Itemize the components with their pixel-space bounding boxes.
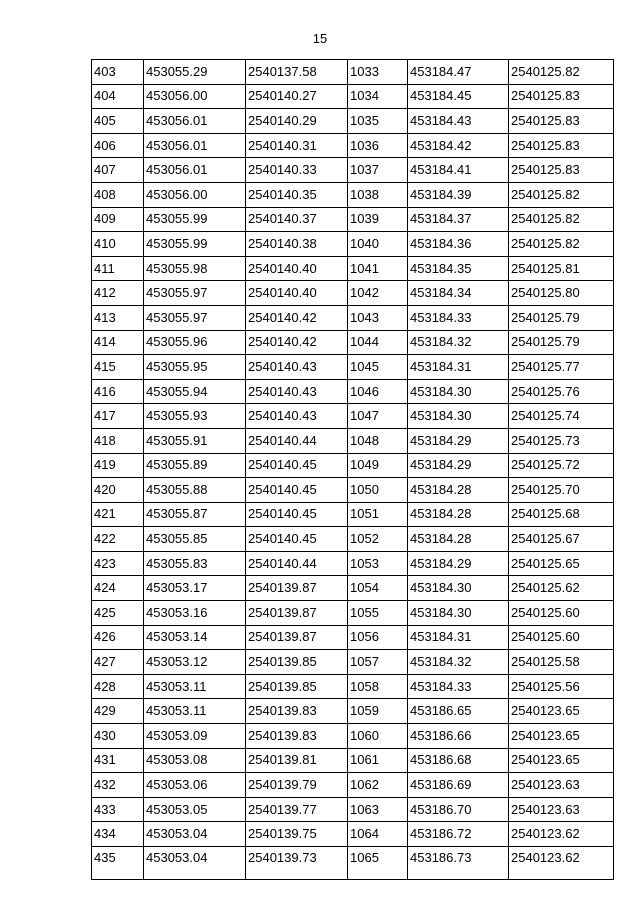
cell-x-coordinate: 453184.33 [408, 674, 509, 699]
cell-x-coordinate: 453184.39 [408, 182, 509, 207]
cell-y-coordinate: 2540125.83 [509, 109, 614, 134]
cell-x-coordinate: 453055.96 [144, 330, 246, 355]
cell-point-id: 423 [92, 551, 144, 576]
cell-y-coordinate: 2540139.83 [246, 724, 348, 749]
table-row [92, 502, 614, 527]
cell-y-coordinate: 2540140.45 [246, 478, 348, 503]
table-row [92, 699, 614, 724]
cell-point-id: 1061 [348, 748, 408, 773]
cell-y-coordinate: 2540125.79 [509, 305, 614, 330]
cell-point-id: 424 [92, 576, 144, 601]
cell-point-id: 416 [92, 379, 144, 404]
cell-y-coordinate: 2540123.63 [509, 773, 614, 798]
cell-point-id: 410 [92, 232, 144, 257]
cell-point-id: 417 [92, 404, 144, 429]
cell-y-coordinate: 2540125.68 [509, 502, 614, 527]
cell-point-id: 1065 [348, 847, 408, 880]
cell-y-coordinate: 2540123.63 [509, 797, 614, 822]
cell-y-coordinate: 2540125.80 [509, 281, 614, 306]
cell-x-coordinate: 453055.85 [144, 527, 246, 552]
cell-point-id: 419 [92, 453, 144, 478]
cell-point-id: 427 [92, 650, 144, 675]
cell-point-id: 411 [92, 256, 144, 281]
cell-point-id: 1047 [348, 404, 408, 429]
cell-point-id: 1037 [348, 158, 408, 183]
table-row [92, 182, 614, 207]
cell-point-id: 1043 [348, 305, 408, 330]
cell-x-coordinate: 453053.12 [144, 650, 246, 675]
cell-x-coordinate: 453186.72 [408, 822, 509, 847]
cell-y-coordinate: 2540125.81 [509, 256, 614, 281]
cell-x-coordinate: 453184.32 [408, 650, 509, 675]
cell-y-coordinate: 2540140.45 [246, 502, 348, 527]
cell-point-id: 1064 [348, 822, 408, 847]
cell-point-id: 434 [92, 822, 144, 847]
cell-x-coordinate: 453184.42 [408, 133, 509, 158]
cell-x-coordinate: 453184.45 [408, 84, 509, 109]
cell-y-coordinate: 2540140.40 [246, 281, 348, 306]
cell-point-id: 1053 [348, 551, 408, 576]
cell-y-coordinate: 2540125.70 [509, 478, 614, 503]
cell-x-coordinate: 453184.35 [408, 256, 509, 281]
cell-x-coordinate: 453186.66 [408, 724, 509, 749]
cell-x-coordinate: 453186.70 [408, 797, 509, 822]
cell-point-id: 412 [92, 281, 144, 306]
cell-x-coordinate: 453186.69 [408, 773, 509, 798]
cell-point-id: 429 [92, 699, 144, 724]
cell-x-coordinate: 453186.73 [408, 847, 509, 880]
table-row [92, 428, 614, 453]
cell-x-coordinate: 453053.04 [144, 822, 246, 847]
cell-y-coordinate: 2540125.72 [509, 453, 614, 478]
cell-x-coordinate: 453056.01 [144, 133, 246, 158]
table-row [92, 109, 614, 134]
cell-x-coordinate: 453055.91 [144, 428, 246, 453]
cell-x-coordinate: 453056.00 [144, 182, 246, 207]
cell-x-coordinate: 453055.99 [144, 207, 246, 232]
cell-y-coordinate: 2540123.65 [509, 724, 614, 749]
cell-x-coordinate: 453184.33 [408, 305, 509, 330]
cell-y-coordinate: 2540140.35 [246, 182, 348, 207]
cell-point-id: 413 [92, 305, 144, 330]
cell-x-coordinate: 453053.08 [144, 748, 246, 773]
cell-x-coordinate: 453184.30 [408, 576, 509, 601]
cell-y-coordinate: 2540125.79 [509, 330, 614, 355]
coordinate-table-body [92, 60, 614, 880]
cell-point-id: 403 [92, 60, 144, 85]
table-row [92, 601, 614, 626]
table-row [92, 773, 614, 798]
cell-x-coordinate: 453055.97 [144, 305, 246, 330]
cell-y-coordinate: 2540139.87 [246, 601, 348, 626]
table-row [92, 404, 614, 429]
cell-y-coordinate: 2540125.82 [509, 232, 614, 257]
cell-point-id: 418 [92, 428, 144, 453]
table-row [92, 207, 614, 232]
cell-y-coordinate: 2540123.65 [509, 748, 614, 773]
cell-x-coordinate: 453053.04 [144, 847, 246, 880]
cell-x-coordinate: 453186.65 [408, 699, 509, 724]
cell-point-id: 1051 [348, 502, 408, 527]
cell-y-coordinate: 2540140.29 [246, 109, 348, 134]
cell-point-id: 1050 [348, 478, 408, 503]
cell-x-coordinate: 453055.98 [144, 256, 246, 281]
table-row [92, 133, 614, 158]
cell-x-coordinate: 453053.17 [144, 576, 246, 601]
table-row [92, 847, 614, 880]
cell-y-coordinate: 2540125.83 [509, 158, 614, 183]
cell-x-coordinate: 453053.11 [144, 699, 246, 724]
cell-point-id: 1058 [348, 674, 408, 699]
cell-x-coordinate: 453053.06 [144, 773, 246, 798]
cell-y-coordinate: 2540140.44 [246, 428, 348, 453]
cell-point-id: 421 [92, 502, 144, 527]
cell-point-id: 425 [92, 601, 144, 626]
table-row [92, 379, 614, 404]
cell-x-coordinate: 453184.31 [408, 355, 509, 380]
cell-point-id: 1040 [348, 232, 408, 257]
cell-y-coordinate: 2540125.76 [509, 379, 614, 404]
cell-y-coordinate: 2540140.44 [246, 551, 348, 576]
cell-x-coordinate: 453184.28 [408, 527, 509, 552]
cell-point-id: 1056 [348, 625, 408, 650]
table-row [92, 453, 614, 478]
cell-y-coordinate: 2540140.42 [246, 305, 348, 330]
cell-x-coordinate: 453053.09 [144, 724, 246, 749]
cell-y-coordinate: 2540137.58 [246, 60, 348, 85]
cell-y-coordinate: 2540125.73 [509, 428, 614, 453]
cell-x-coordinate: 453184.34 [408, 281, 509, 306]
table-row [92, 724, 614, 749]
cell-x-coordinate: 453056.01 [144, 109, 246, 134]
cell-x-coordinate: 453053.05 [144, 797, 246, 822]
cell-y-coordinate: 2540125.82 [509, 60, 614, 85]
cell-y-coordinate: 2540139.87 [246, 625, 348, 650]
cell-y-coordinate: 2540125.65 [509, 551, 614, 576]
cell-y-coordinate: 2540139.85 [246, 674, 348, 699]
cell-x-coordinate: 453055.97 [144, 281, 246, 306]
cell-x-coordinate: 453184.30 [408, 379, 509, 404]
cell-y-coordinate: 2540123.62 [509, 822, 614, 847]
cell-y-coordinate: 2540125.60 [509, 601, 614, 626]
cell-y-coordinate: 2540140.45 [246, 453, 348, 478]
cell-x-coordinate: 453184.31 [408, 625, 509, 650]
cell-y-coordinate: 2540139.77 [246, 797, 348, 822]
cell-point-id: 1041 [348, 256, 408, 281]
table-row [92, 822, 614, 847]
cell-y-coordinate: 2540140.43 [246, 355, 348, 380]
table-row [92, 674, 614, 699]
cell-x-coordinate: 453184.29 [408, 453, 509, 478]
cell-x-coordinate: 453184.41 [408, 158, 509, 183]
table-row [92, 158, 614, 183]
cell-y-coordinate: 2540140.31 [246, 133, 348, 158]
cell-x-coordinate: 453053.11 [144, 674, 246, 699]
cell-point-id: 1038 [348, 182, 408, 207]
cell-x-coordinate: 453186.68 [408, 748, 509, 773]
table-row [92, 797, 614, 822]
cell-point-id: 1057 [348, 650, 408, 675]
table-row [92, 305, 614, 330]
cell-x-coordinate: 453056.00 [144, 84, 246, 109]
cell-point-id: 414 [92, 330, 144, 355]
cell-point-id: 430 [92, 724, 144, 749]
cell-point-id: 1045 [348, 355, 408, 380]
table-row [92, 551, 614, 576]
cell-point-id: 1035 [348, 109, 408, 134]
cell-y-coordinate: 2540123.62 [509, 847, 614, 880]
cell-x-coordinate: 453184.47 [408, 60, 509, 85]
cell-point-id: 428 [92, 674, 144, 699]
cell-y-coordinate: 2540125.58 [509, 650, 614, 675]
cell-y-coordinate: 2540139.83 [246, 699, 348, 724]
table-row [92, 576, 614, 601]
cell-point-id: 1055 [348, 601, 408, 626]
cell-x-coordinate: 453055.89 [144, 453, 246, 478]
cell-y-coordinate: 2540139.73 [246, 847, 348, 880]
cell-y-coordinate: 2540125.56 [509, 674, 614, 699]
cell-y-coordinate: 2540125.62 [509, 576, 614, 601]
cell-y-coordinate: 2540125.82 [509, 207, 614, 232]
cell-point-id: 1054 [348, 576, 408, 601]
cell-y-coordinate: 2540125.67 [509, 527, 614, 552]
cell-x-coordinate: 453184.30 [408, 404, 509, 429]
table-row [92, 330, 614, 355]
cell-y-coordinate: 2540140.37 [246, 207, 348, 232]
table-row [92, 527, 614, 552]
cell-point-id: 431 [92, 748, 144, 773]
cell-point-id: 426 [92, 625, 144, 650]
cell-x-coordinate: 453184.36 [408, 232, 509, 257]
cell-point-id: 1039 [348, 207, 408, 232]
cell-point-id: 407 [92, 158, 144, 183]
cell-x-coordinate: 453055.88 [144, 478, 246, 503]
cell-point-id: 1052 [348, 527, 408, 552]
cell-x-coordinate: 453184.29 [408, 428, 509, 453]
cell-x-coordinate: 453184.43 [408, 109, 509, 134]
cell-y-coordinate: 2540139.79 [246, 773, 348, 798]
cell-y-coordinate: 2540125.77 [509, 355, 614, 380]
cell-point-id: 1033 [348, 60, 408, 85]
cell-y-coordinate: 2540140.27 [246, 84, 348, 109]
table-row [92, 355, 614, 380]
cell-x-coordinate: 453184.28 [408, 478, 509, 503]
cell-y-coordinate: 2540140.42 [246, 330, 348, 355]
cell-x-coordinate: 453056.01 [144, 158, 246, 183]
cell-x-coordinate: 453184.37 [408, 207, 509, 232]
cell-x-coordinate: 453184.28 [408, 502, 509, 527]
cell-y-coordinate: 2540140.43 [246, 379, 348, 404]
table-row [92, 478, 614, 503]
cell-point-id: 404 [92, 84, 144, 109]
cell-x-coordinate: 453055.29 [144, 60, 246, 85]
cell-y-coordinate: 2540125.74 [509, 404, 614, 429]
cell-point-id: 433 [92, 797, 144, 822]
cell-point-id: 1044 [348, 330, 408, 355]
cell-y-coordinate: 2540140.40 [246, 256, 348, 281]
cell-x-coordinate: 453053.16 [144, 601, 246, 626]
cell-point-id: 415 [92, 355, 144, 380]
cell-x-coordinate: 453055.99 [144, 232, 246, 257]
cell-x-coordinate: 453053.14 [144, 625, 246, 650]
cell-point-id: 1063 [348, 797, 408, 822]
table-row [92, 748, 614, 773]
cell-y-coordinate: 2540123.65 [509, 699, 614, 724]
table-row [92, 256, 614, 281]
cell-x-coordinate: 453055.87 [144, 502, 246, 527]
cell-point-id: 405 [92, 109, 144, 134]
cell-y-coordinate: 2540140.38 [246, 232, 348, 257]
cell-x-coordinate: 453055.95 [144, 355, 246, 380]
cell-point-id: 420 [92, 478, 144, 503]
table-row [92, 232, 614, 257]
cell-point-id: 408 [92, 182, 144, 207]
cell-y-coordinate: 2540139.75 [246, 822, 348, 847]
cell-point-id: 1042 [348, 281, 408, 306]
cell-point-id: 1034 [348, 84, 408, 109]
table-row [92, 281, 614, 306]
cell-y-coordinate: 2540125.60 [509, 625, 614, 650]
cell-point-id: 1048 [348, 428, 408, 453]
cell-x-coordinate: 453184.32 [408, 330, 509, 355]
cell-y-coordinate: 2540139.85 [246, 650, 348, 675]
cell-y-coordinate: 2540139.87 [246, 576, 348, 601]
cell-point-id: 406 [92, 133, 144, 158]
cell-point-id: 435 [92, 847, 144, 880]
cell-x-coordinate: 453184.29 [408, 551, 509, 576]
cell-point-id: 1062 [348, 773, 408, 798]
cell-point-id: 1060 [348, 724, 408, 749]
table-row [92, 84, 614, 109]
page-number: 15 [312, 31, 328, 46]
cell-y-coordinate: 2540125.83 [509, 133, 614, 158]
cell-point-id: 422 [92, 527, 144, 552]
cell-point-id: 1046 [348, 379, 408, 404]
cell-point-id: 409 [92, 207, 144, 232]
cell-point-id: 1059 [348, 699, 408, 724]
cell-y-coordinate: 2540139.81 [246, 748, 348, 773]
table-row [92, 60, 614, 85]
cell-x-coordinate: 453055.93 [144, 404, 246, 429]
cell-x-coordinate: 453055.94 [144, 379, 246, 404]
cell-point-id: 1036 [348, 133, 408, 158]
cell-y-coordinate: 2540125.82 [509, 182, 614, 207]
cell-y-coordinate: 2540140.43 [246, 404, 348, 429]
cell-point-id: 1049 [348, 453, 408, 478]
table-row [92, 625, 614, 650]
coordinate-table [91, 59, 614, 880]
cell-y-coordinate: 2540140.45 [246, 527, 348, 552]
cell-point-id: 432 [92, 773, 144, 798]
table-row [92, 650, 614, 675]
cell-x-coordinate: 453184.30 [408, 601, 509, 626]
cell-y-coordinate: 2540125.83 [509, 84, 614, 109]
cell-y-coordinate: 2540140.33 [246, 158, 348, 183]
cell-x-coordinate: 453055.83 [144, 551, 246, 576]
